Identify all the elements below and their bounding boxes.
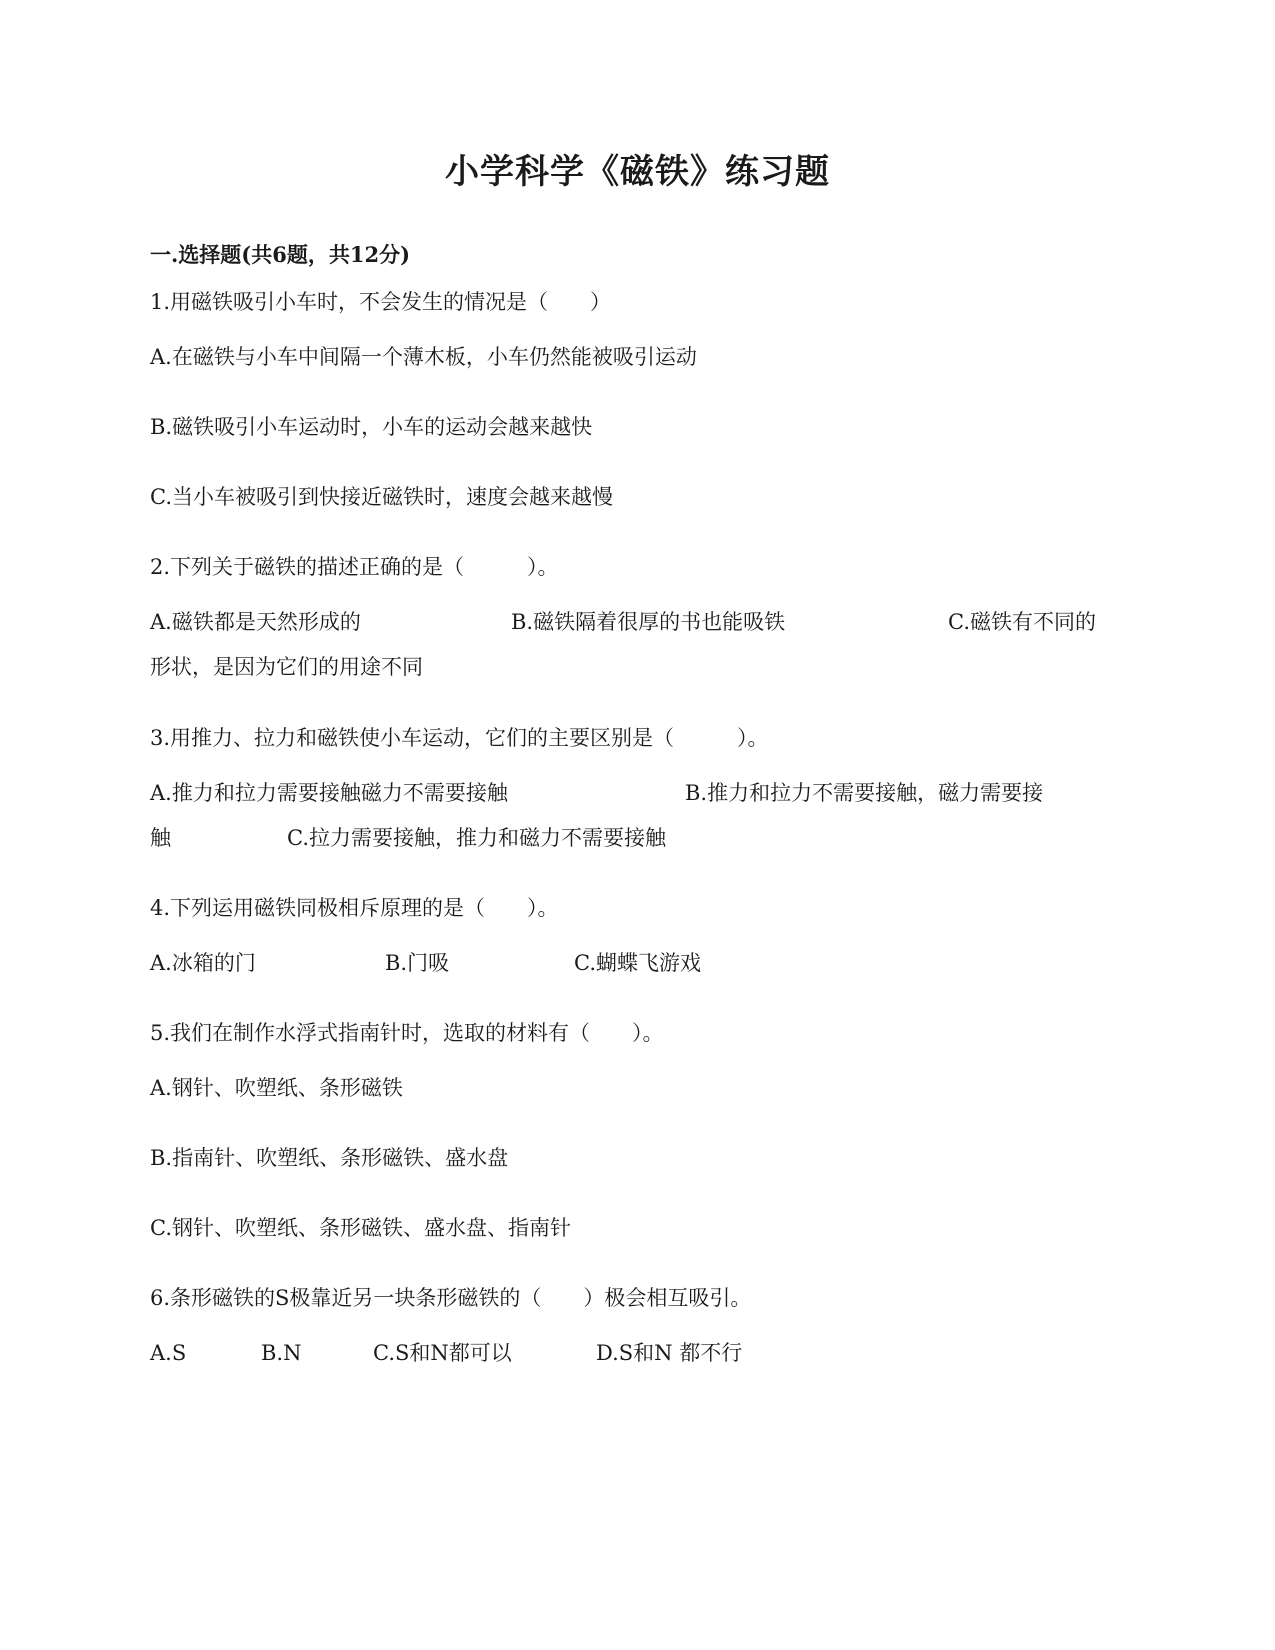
question-5-option-c: C.钢针、吹塑纸、条形磁铁、盛水盘、指南针 [150, 1216, 571, 1240]
question-4-option-b: B.门吸 [385, 951, 450, 975]
question-1-option-b: B.磁铁吸引小车运动时，小车的运动会越来越快 [150, 415, 593, 439]
question-3-option-b: B.推力和拉力不需要接触，磁力需要接 [685, 781, 1044, 805]
question-4-option-a: A.冰箱的门 [150, 951, 256, 975]
question-2-option-a: A.磁铁都是天然形成的 [150, 610, 361, 634]
question-5-option-a: A.钢针、吹塑纸、条形磁铁 [150, 1076, 403, 1100]
question-5-stem: 5.我们在制作水浮式指南针时，选取的材料有（ ）。 [150, 1021, 664, 1045]
question-3-option-a: A.推力和拉力需要接触磁力不需要接触 [150, 781, 508, 805]
question-2-option-c-continued: 形状，是因为它们的用途不同 [150, 655, 423, 679]
question-3-option-b-continued: 触 [150, 826, 171, 850]
question-5-option-b: B.指南针、吹塑纸、条形磁铁、盛水盘 [150, 1146, 509, 1170]
question-4-option-c: C.蝴蝶飞游戏 [574, 951, 701, 975]
question-6-option-c: C.S和N都可以 [373, 1341, 512, 1365]
question-2-option-c: C.磁铁有不同的 [948, 610, 1096, 634]
question-6-option-a: A.S [150, 1341, 187, 1365]
question-1-option-c: C.当小车被吸引到快接近磁铁时，速度会越来越慢 [150, 485, 613, 509]
question-1-option-a: A.在磁铁与小车中间隔一个薄木板，小车仍然能被吸引运动 [150, 345, 697, 369]
question-6-stem: 6.条形磁铁的S极靠近另一块条形磁铁的（ ）极会相互吸引。 [150, 1286, 752, 1310]
section-heading: 一.选择题(共6题，共12分) [150, 242, 411, 267]
question-6-option-d: D.S和N 都不行 [596, 1341, 743, 1365]
document-title: 小学科学《磁铁》练习题 [445, 152, 830, 192]
question-1-stem: 1.用磁铁吸引小车时，不会发生的情况是（ ） [150, 290, 612, 314]
question-3-option-c: C.拉力需要接触，推力和磁力不需要接触 [287, 826, 666, 850]
question-2-option-b: B.磁铁隔着很厚的书也能吸铁 [511, 610, 786, 634]
question-2-stem: 2.下列关于磁铁的描述正确的是（ ）。 [150, 555, 559, 579]
question-3-stem: 3.用推力、拉力和磁铁使小车运动，它们的主要区别是（ ）。 [150, 726, 769, 750]
question-4-stem: 4.下列运用磁铁同极相斥原理的是（ ）。 [150, 896, 559, 920]
question-6-option-b: B.N [261, 1341, 302, 1365]
